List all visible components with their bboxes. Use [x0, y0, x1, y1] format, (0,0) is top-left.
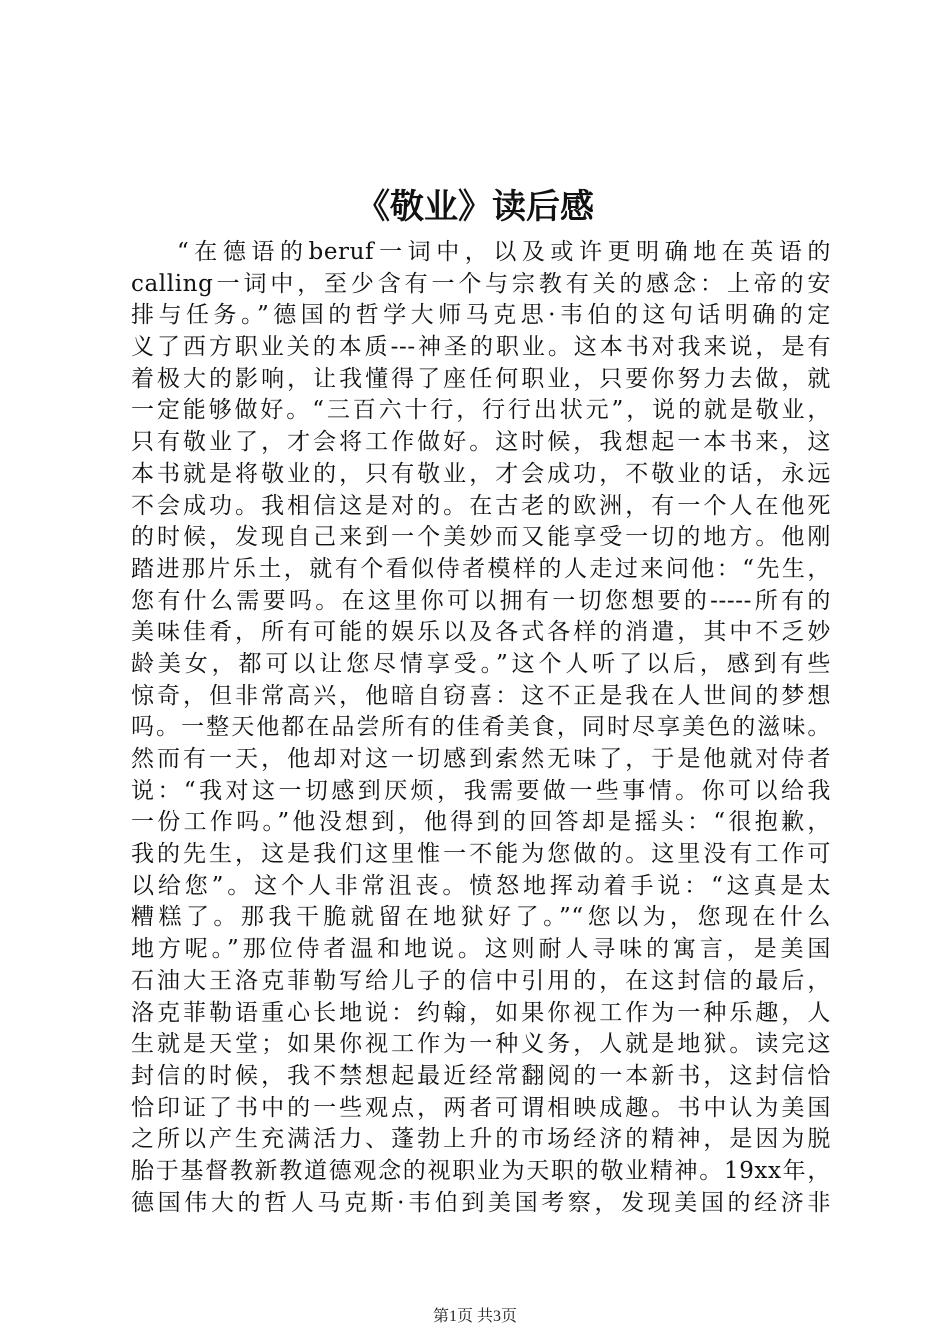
- text-line: 之所以产生充满活力、蓬勃上升的市场经济的精神，是因为脱: [131, 1126, 831, 1153]
- text-line: 以给您”。这个人非常沮丧。愤怒地挥动着手说：“这真是太: [131, 872, 831, 899]
- text-line: 本书就是将敬业的，只有敬业，才会成功，不敬业的话，永远: [131, 460, 831, 487]
- text-line: 糟糕了。那我干脆就留在地狱好了。”“您以为，您现在什么: [131, 904, 831, 931]
- text-line: 石油大王洛克菲勒写给儿子的信中引用的，在这封信的最后，: [131, 967, 831, 994]
- text-line: 然而有一天，他却对这一切感到索然无味了，于是他就对侍者: [131, 746, 831, 772]
- text-line: 的时候，发现自己来到一个美妙而又能享受一切的地方。他刚: [131, 524, 831, 551]
- text-line: 着极大的影响，让我懂得了座任何职业，只要你努力去做，就: [131, 365, 831, 392]
- text-line: 踏进那片乐土，就有个看似侍者模样的人走过来问他：“先生，: [131, 555, 831, 582]
- text-line: 德国伟大的哲人马克斯·韦伯到美国考察，发现美国的经济非: [131, 1189, 831, 1216]
- text-line: calling一词中，至少含有一个与宗教有关的感念：上帝的安: [131, 270, 831, 297]
- text-line: 义了西方职业关的本质---神圣的职业。这本书对我来说，是有: [131, 334, 831, 361]
- page-footer: 第1页 共3页: [432, 1308, 517, 1325]
- text-line: 吗。一整天他都在品尝所有的佳肴美食，同时尽享美色的滋味。: [131, 714, 831, 741]
- text-line: 龄美女，都可以让您尽情享受。”这个人听了以后，感到有些: [131, 650, 831, 677]
- text-line: 我的先生，这是我们这里惟一不能为您做的。这里没有工作可: [131, 841, 831, 868]
- text-line: 恰印证了书中的一些观点，两者可谓相映成趣。书中认为美国: [131, 1094, 831, 1121]
- text-line: “在德语的beruf一词中，以及或许更明确地在英语的: [177, 239, 831, 265]
- text-line: 惊奇，但非常高兴，他暗自窃喜：这不正是我在人世间的梦想: [131, 682, 831, 709]
- text-line: 封信的时候，我不禁想起最近经常翻阅的一本新书，这封信恰: [131, 1062, 831, 1089]
- body-text: [131, 237, 831, 1219]
- document-title: 《敬业》读后感: [356, 187, 594, 227]
- text-line: 洛克菲勒语重心长地说：约翰，如果你视工作为一种乐趣，人: [131, 999, 831, 1026]
- text-line: 胎于基督教新教道德观念的视职业为天职的敬业精神。19xx年，: [131, 1157, 831, 1184]
- text-line: 一定能够做好。“三百六十行，行行出状元”，说的就是敬业，: [131, 397, 831, 424]
- text-line: 排与任务。”德国的哲学大师马克思·韦伯的这句话明确的定: [131, 302, 831, 329]
- text-line: 一份工作吗。”他没想到，他得到的回答却是摇头：“很抱歉，: [131, 809, 831, 836]
- text-line: 美味佳肴，所有可能的娱乐以及各式各样的消遣，其中不乏妙: [131, 619, 831, 646]
- text-line: 只有敬业了，才会将工作做好。这时候，我想起一本书来，这: [131, 429, 831, 456]
- text-line: 生就是天堂；如果你视工作为一种义务，人就是地狱。读完这: [131, 1031, 831, 1058]
- text-line: 说：“我对这一切感到厌烦，我需要做一些事情。你可以给我: [131, 777, 831, 804]
- text-line: 地方呢。”那位侍者温和地说。这则耐人寻味的寓言，是美国: [131, 936, 831, 963]
- text-line: 您有什么需要吗。在这里你可以拥有一切您想要的-----所有的: [131, 587, 831, 614]
- text-line: 不会成功。我相信这是对的。在古老的欧洲，有一个人在他死: [131, 492, 831, 519]
